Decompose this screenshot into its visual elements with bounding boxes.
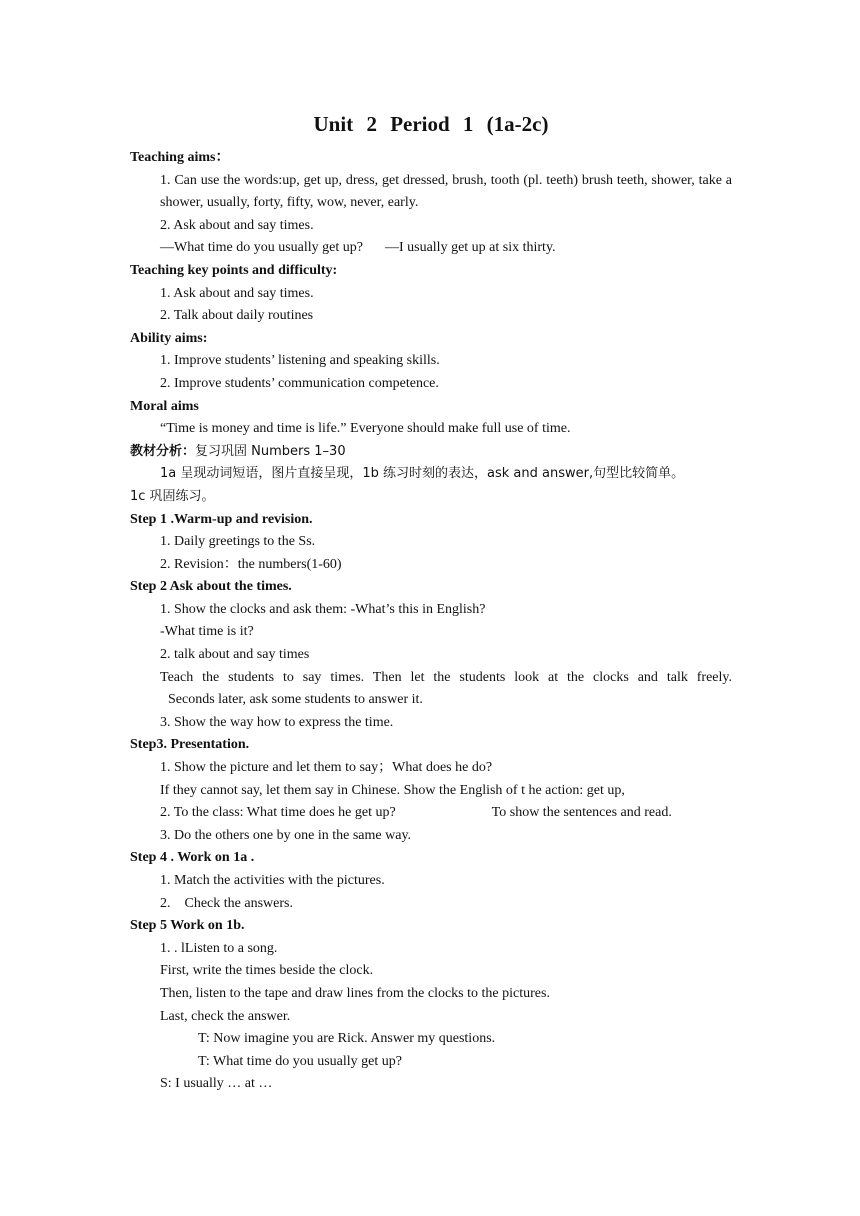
- moral-aims-heading: Moral aims: [130, 398, 199, 414]
- ability-aims-item-2: 2. Improve students’ communication competence.: [160, 375, 439, 391]
- step1-item-1: 1. Daily greetings to the Ss.: [160, 534, 316, 550]
- step2-heading: Step 2 Ask about the times.: [130, 579, 292, 595]
- ability-aims-item-1: 1. Improve students’ listening and speaking skills.: [160, 353, 440, 369]
- step1-heading: Step 1 .Warm-up and revision.: [130, 511, 313, 527]
- step5-line-4: Last, check the answer.: [160, 1008, 291, 1024]
- page-title: Unit 2 Period 1 (1a-2c): [313, 112, 549, 136]
- step2-item-2b: Teach the students to say times. Then let the students look at the clocks and talk freely.: [160, 669, 732, 685]
- step3-item-3: 3. Do the others one by one in the same way.: [160, 827, 412, 843]
- dialog-answer: —I usually get up at six thirty.: [384, 240, 556, 256]
- analysis-heading-rest: 复习巩固 Numbers 1–30: [195, 443, 346, 459]
- step5-student-line: S: I usually … at …: [160, 1076, 273, 1092]
- key-points-item-1: 1. Ask about and say times.: [160, 285, 314, 301]
- key-points-item-2: 2. Talk about daily routines: [160, 308, 314, 324]
- step1-item-2: 2. Revision：the numbers(1-60): [160, 556, 342, 572]
- step2-item-1b: -What time is it?: [160, 624, 254, 640]
- step3-item-2-question: 2. To the class: What time does he get up?: [160, 805, 396, 821]
- step5-item-1: 1. . lListen to a song.: [160, 940, 278, 956]
- moral-aims-text: “Time is money and time is life.” Everyone should make full use of time.: [160, 421, 571, 437]
- step5-teacher-line-2: T: What time do you usually get up?: [198, 1053, 402, 1069]
- step5-line-2: First, write the times beside the clock.: [160, 963, 374, 979]
- step4-heading: Step 4 . Work on 1a .: [130, 850, 255, 866]
- analysis-heading: 教材分析：: [130, 443, 196, 459]
- dialog-question: —What time do you usually get up?: [160, 240, 363, 256]
- key-points-heading: Teaching key points and difficulty:: [130, 262, 338, 278]
- teaching-aims-dialog: [130, 237, 732, 260]
- step3-item-2: [130, 802, 732, 825]
- teaching-aims-heading: Teaching aims：: [130, 150, 230, 165]
- step3-item-1b: If they cannot say, let them say in Chinese. Show the English of t he action: get up,: [160, 782, 625, 798]
- teaching-aims-item-2: 2. Ask about and say times.: [160, 217, 314, 233]
- analysis-line-2: 1c 巩固练习。: [130, 488, 215, 504]
- analysis-heading-line: [130, 441, 732, 464]
- teaching-aims-item-1: 1. Can use the words:up, get up, dress, get dressed, brush, tooth (pl. teeth) brush teeth, shower, take a shower, usually, forty, fifty, wow, never, early.: [160, 172, 732, 211]
- step2-item-2c: Seconds later, ask some students to answer it.: [168, 692, 423, 708]
- ability-aims-heading: Ability aims:: [130, 330, 208, 346]
- analysis-line-1: 1a 呈现动词短语，图片直接呈现，1b 练习时刻的表达，ask and answer,句型比较简单。: [160, 466, 685, 482]
- step5-teacher-line-1: T: Now imagine you are Rick. Answer my questions.: [198, 1031, 496, 1047]
- step3-item-2-note: To show the sentences and read.: [491, 805, 672, 821]
- step2-item-2: 2. talk about and say times: [160, 647, 310, 663]
- document-page: [130, 112, 732, 1096]
- step4-item-1: 1. Match the activities with the pictures.: [160, 873, 385, 888]
- step5-line-3: Then, listen to the tape and draw lines from the clocks to the pictures.: [160, 985, 550, 1001]
- step3-item-1: 1. Show the picture and let them to say；What does he do?: [160, 760, 493, 776]
- step2-item-1: 1. Show the clocks and ask them: -What’s this in English?: [160, 601, 486, 617]
- step3-heading: Step3. Presentation.: [130, 737, 250, 753]
- step5-heading: Step 5 Work on 1b.: [130, 918, 245, 934]
- step4-item-2: 2. Check the answers.: [160, 895, 293, 911]
- step2-item-3: 3. Show the way how to express the time.: [160, 714, 394, 730]
